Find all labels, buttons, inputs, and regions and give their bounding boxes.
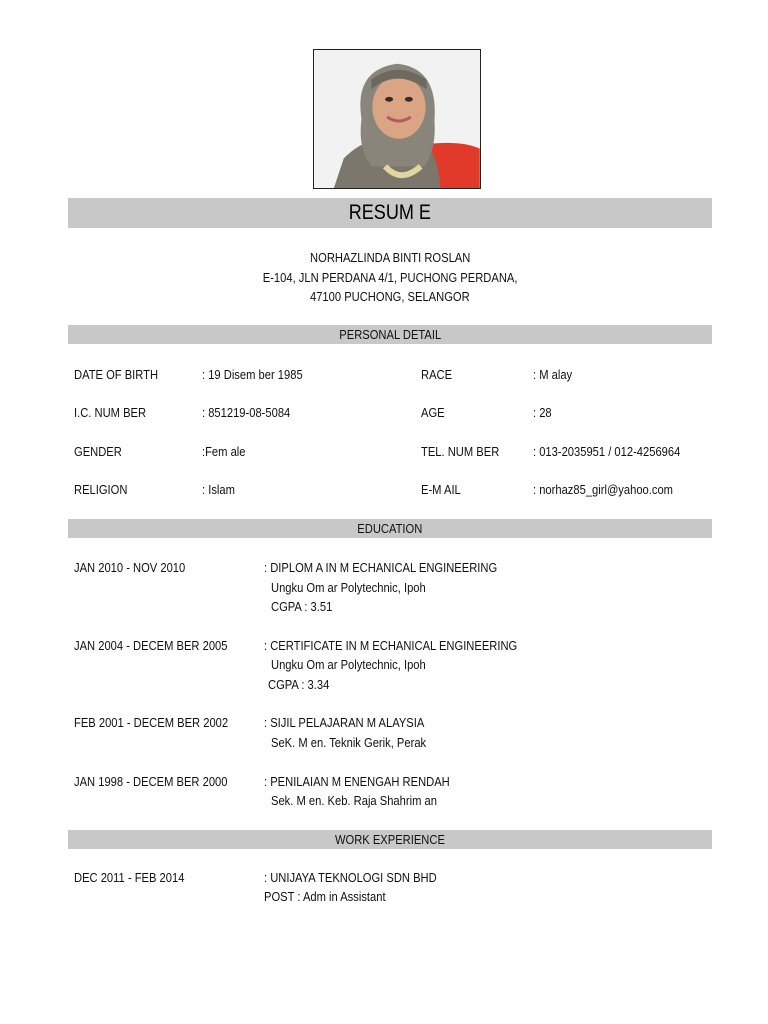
field-value: :Fem ale bbox=[202, 444, 246, 459]
field-label: I.C. NUM BER bbox=[74, 405, 147, 420]
education-qualification: : CERTIFICATE IN M ECHANICAL ENGINEERING bbox=[264, 638, 518, 653]
education-qualification: : PENILAIAN M ENENGAH RENDAH bbox=[264, 774, 450, 789]
education-date: JAN 2004 - DECEM BER 2005 bbox=[74, 638, 228, 653]
field-value: : norhaz85_girl@yahoo.com bbox=[533, 482, 674, 497]
address-line-1: E-104, JLN PERDANA 4/1, PUCHONG PERDANA, bbox=[262, 269, 518, 285]
field-label: E-M AIL bbox=[421, 482, 461, 497]
field-label: AGE bbox=[421, 405, 445, 420]
profile-photo bbox=[313, 49, 481, 189]
work-post: POST : Adm in Assistant bbox=[264, 889, 386, 904]
field-label: TEL. NUM BER bbox=[421, 444, 500, 459]
field-value: : M alay bbox=[533, 367, 573, 382]
section-heading-personal-detail: PERSONAL DETAIL bbox=[68, 325, 712, 344]
field-value: : 851219-08-5084 bbox=[202, 405, 291, 420]
field-label: DATE OF BIRTH bbox=[74, 367, 159, 382]
field-value: : 19 Disem ber 1985 bbox=[202, 367, 303, 382]
work-company: : UNIJAYA TEKNOLOGI SDN BHD bbox=[264, 870, 437, 885]
education-date: FEB 2001 - DECEM BER 2002 bbox=[74, 715, 229, 730]
work-date: DEC 2011 - FEB 2014 bbox=[74, 870, 185, 885]
education-cgpa: CGPA : 3.51 bbox=[271, 599, 333, 614]
education-qualification: : DIPLOM A IN M ECHANICAL ENGINEERING bbox=[264, 560, 498, 575]
field-label: RELIGION bbox=[74, 482, 128, 497]
resume-title: RESUM E bbox=[68, 198, 712, 228]
field-label: RACE bbox=[421, 367, 453, 382]
education-institution: SeK. M en. Teknik Gerik, Perak bbox=[271, 735, 427, 750]
education-institution: Ungku Om ar Polytechnic, Ipoh bbox=[271, 657, 426, 672]
field-value: : Islam bbox=[202, 482, 235, 497]
education-institution: Sek. M en. Keb. Raja Shahrim an bbox=[271, 793, 437, 808]
section-heading-education: EDUCATION bbox=[68, 519, 712, 538]
field-value: : 013-2035951 / 012-4256964 bbox=[533, 444, 681, 459]
education-institution: Ungku Om ar Polytechnic, Ipoh bbox=[271, 580, 426, 595]
education-date: JAN 1998 - DECEM BER 2000 bbox=[74, 774, 228, 789]
address-line-2: 47100 PUCHONG, SELANGOR bbox=[310, 289, 470, 304]
contact-header bbox=[68, 248, 712, 307]
education-date: JAN 2010 - NOV 2010 bbox=[74, 560, 186, 575]
section-heading-work-experience: WORK EXPERIENCE bbox=[68, 830, 712, 849]
full-name: NORHAZLINDA BINTI ROSLAN bbox=[309, 250, 471, 265]
education-cgpa: CGPA : 3.34 bbox=[268, 677, 330, 692]
field-label: GENDER bbox=[74, 444, 122, 459]
field-value: : 28 bbox=[533, 405, 552, 420]
education-qualification: : SIJIL PELAJARAN M ALAYSIA bbox=[264, 715, 425, 730]
